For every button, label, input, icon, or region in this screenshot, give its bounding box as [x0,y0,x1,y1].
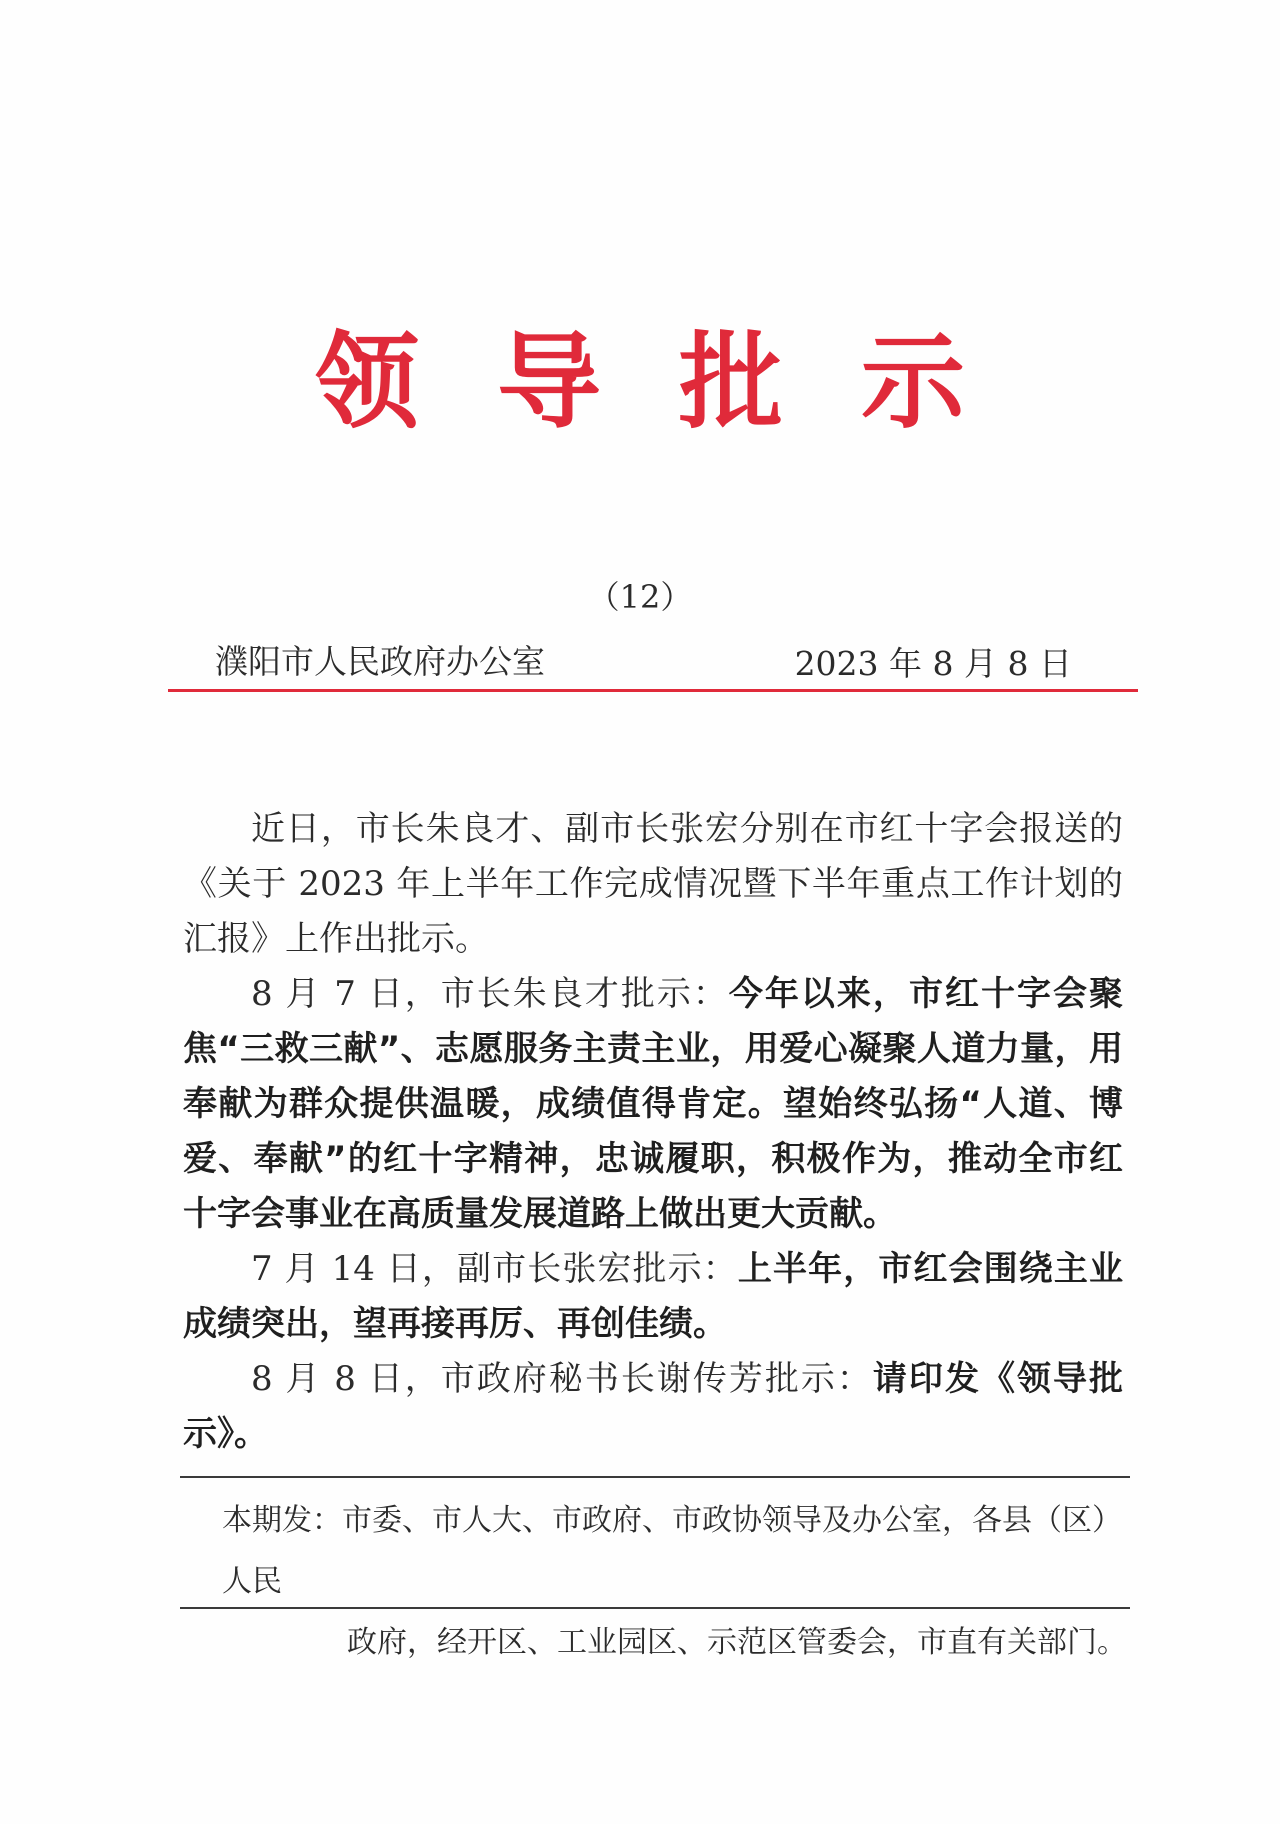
body-paragraph [183,967,1123,1242]
body-paragraph [183,1242,1123,1352]
paragraph-lead: 8 月 7 日，市长朱良才批示： [251,974,729,1014]
distribution-list [222,1490,1132,1673]
distribution-top-rule [180,1476,1130,1478]
body-paragraph [183,1352,1123,1462]
body-paragraph [183,802,1123,967]
paragraph-lead: 8 月 8 日，市政府秘书长谢传芳批示： [251,1359,873,1399]
paragraph-instruction: 请印发《领导批示》。 [183,1359,1123,1454]
issue-number: （12） [587,578,693,616]
document-title: 领导批示 [314,321,1043,443]
issue-date: 2023 年 8 月 8 日 [794,644,1072,683]
distribution-line-2: 政府，经开区、工业园区、示范区管委会，市直有关部门。 [347,1625,1127,1660]
document-body [183,802,1123,1462]
distribution-line-1: 本期发：市委、市人大、市政府、市政协领导及办公室，各县（区）人民 [222,1503,1122,1599]
distribution-bottom-rule [180,1607,1130,1609]
paragraph-text: 近日，市长朱良才、副市长张宏分别在市红十字会报送的《关于 2023 年上半年工作完成情况暨下半年重点工作计划的汇报》上作出批示。 [183,809,1123,959]
paragraph-lead: 7 月 14 日，副市长张宏批示： [251,1249,738,1289]
paragraph-instruction: 上半年，市红会围绕主业成绩突出，望再接再厉、再创佳绩。 [183,1249,1124,1344]
paragraph-instruction: 今年以来，市红十字会聚焦“三救三献”、志愿服务主责主业，用爱心凝聚人道力量，用奉献为群众提供温暖，成绩值得肯定。望始终弘扬“人道、博爱、奉献”的红十字精神，忠诚履职，积极作为，推动全市红十字会事业在高质量发展道路上做出更大贡献。 [183,974,1124,1234]
issuing-office: 濮阳市人民政府办公室 [215,642,545,681]
header-red-divider [168,689,1138,692]
